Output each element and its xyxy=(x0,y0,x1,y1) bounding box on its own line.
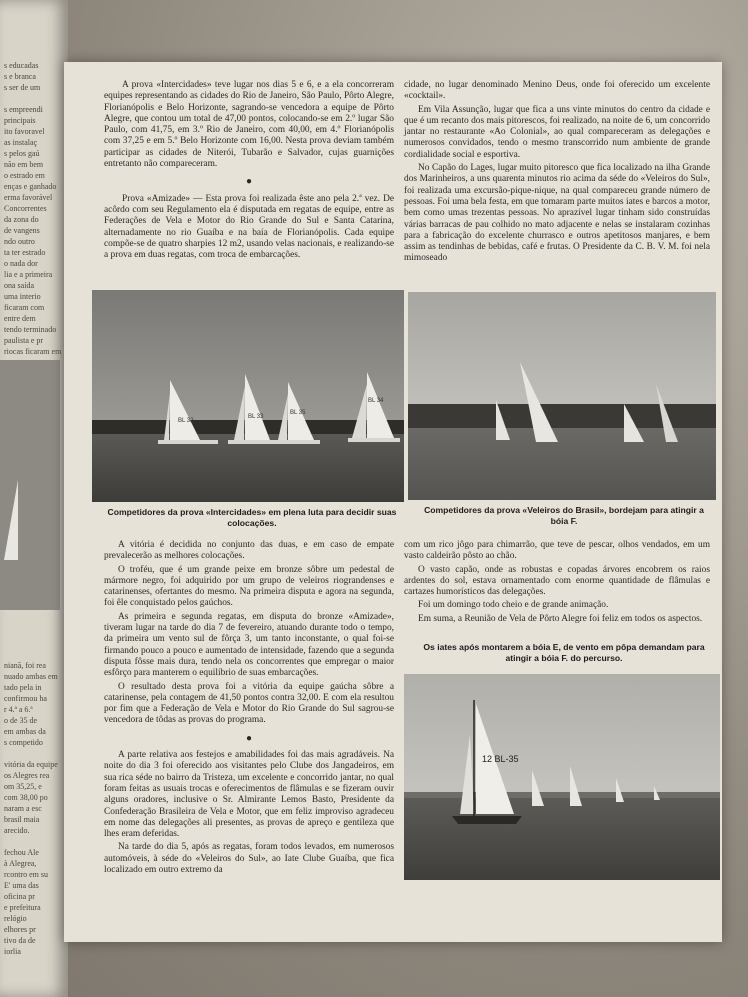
left-page-line: s ser de um xyxy=(4,83,41,92)
left-page-line: enças e ganhado xyxy=(4,182,57,191)
caption-photo-1: Competidores da prova «Intercidades» em plena luta para decidir suas colocações. xyxy=(107,507,397,528)
left-page-line: fechou Ale xyxy=(4,848,39,857)
section-bullet-2: ● xyxy=(245,732,253,744)
sailboat-distant-4 xyxy=(654,786,660,800)
left-page-line: da zona do xyxy=(4,215,39,224)
paragraph-regatas: As primeira e segunda regatas, em disputa do bronze «Amizade», tiveram lugar na tarde do dia 7 de fevereiro, atuando durante todo o tempo, da primeira um vento sul de fôrça 3, um tanto inconstante, o qual foi-se firmando pouco a pouco e aumentado de intensidade, fazendo que a segunda disputa fôsse mais dura, tendo nela os concorrentes que empregar o maior esfôrço para manterem o equilíbrio de suas embarcações. xyxy=(104,611,394,679)
sail-number-1: BL 32 xyxy=(178,418,194,424)
left-page-line: iorlia xyxy=(4,947,21,956)
left-page-line: rcontro em su xyxy=(4,870,48,879)
paragraph-tarde-dia-5: Na tarde do dia 5, após as regatas, foram todos levados, em numerosos automóveis, à séde do «Veleiros do Sul», ao Iate Clube Guaíba, que fica localizado em outro extremo da xyxy=(104,842,394,876)
left-page-line: confirmou ha xyxy=(4,694,47,703)
sailboat-distant-3 xyxy=(616,778,624,802)
left-page-line: em ambas da xyxy=(4,727,46,736)
left-page-line: o estrado em xyxy=(4,171,45,180)
paragraph-intercidades: A prova «Intercidades» teve lugar nos dias 5 e 6, e a ela concorreram equipes representando as cidades do Rio de Janeiro, São Paulo, Pôrto Alegre, Florianópolis e Belo Horizonte, sagrando-se vencedora a equipe de Pôrto Alegre, que contou um total de 47,00 pontos, colocando-se em 2.º lugar São Paulo, com 41,75, em 3.º Rio de Janeiro, com 40,00, em 4.º Florianópolis com 37,25 e em 5.º Belo Horizonte com 16,00. Nesta prova deviam também participar as cidades de Niterói, Tubarão e Salvador, cujas guarnições entretanto não compareceram. xyxy=(104,80,394,170)
column-left-top xyxy=(104,80,394,263)
left-page-line: o nada dor xyxy=(4,259,38,268)
left-page-line: com 38,00 po xyxy=(4,793,48,802)
left-page-line: erma favorável xyxy=(4,193,53,202)
sailboat-far-left xyxy=(496,400,510,440)
left-page-line: elhores pr xyxy=(4,925,36,934)
left-page-line: oficina pr xyxy=(4,892,35,901)
magazine-page xyxy=(64,62,722,942)
caption-photo-2: Competidores da prova «Veleiros do Brasil», bordejam para atingir a bóia F. xyxy=(424,505,704,526)
left-page-line: tado pela in xyxy=(4,683,42,692)
caption-photo-3: Os iates após montarem a bóia E, de vento em pôpa demandam para atingir a bóia F. do percurso. xyxy=(423,642,705,663)
left-page-line: om 35,25, e xyxy=(4,782,42,791)
paragraph-resultado: O resultado desta prova foi a vitória da equipe gaúcha sôbre a catarinense, pela contagem de 41,50 pontos contra 32,00. E com ela resultou por fim que a Federação de Vela e Motor do Rio Grande do Sul sagrou-se vencedora de tôdas as provas do programa. xyxy=(104,681,394,726)
left-page-line: ona saída xyxy=(4,281,34,290)
left-page-line: tendo terminado xyxy=(4,325,57,334)
left-page-line: vitória da equipe xyxy=(4,760,58,769)
sailboat-2 xyxy=(228,374,278,444)
left-page-line: Concorrentes xyxy=(4,204,47,213)
photo-veleiros-do-brasil xyxy=(408,292,716,500)
sail-number-3: BL 35 xyxy=(290,410,306,416)
left-page-line: s e branca xyxy=(4,72,36,81)
left-page-line: os Alegres rea xyxy=(4,771,50,780)
left-page-line: as instalaç xyxy=(4,138,38,147)
sailboat-heeling xyxy=(520,362,558,442)
paragraph-festejos: A parte relativa aos festejos e amabilidades foi das mais agradáveis. Na noite do dia 3 foi oferecido aos visitantes pelo Clube dos Jangadeiros, em sua rica séde no bairro da Tristeza, um excelente e concorrido jantar, no qual foram feitas as usuais trocas e oferecimentos de flâmulas e se fizeram ouvir alguns oradores, inclusive o Sr. Almirante Lemos Basto, Presidente da Confederação Brasileira de Vela e Motor, que em feliz improviso agradeceu em nome das delegações ali presentes, as provas de apreço e gentileza que lhes eram deferidas. xyxy=(104,750,394,840)
left-page-line: principais xyxy=(4,116,36,125)
sail-number-4: BL 34 xyxy=(368,398,384,404)
left-page-line: ta ter estrado xyxy=(4,248,46,257)
paragraph-em-suma: Em suma, a Reunião de Vela de Pôrto Alegre foi feliz em todos os aspectos. xyxy=(418,613,703,624)
left-page-line: entre dem xyxy=(4,314,36,323)
photo-boia-e xyxy=(404,674,720,880)
sailboat-4 xyxy=(348,372,400,442)
sail-number-2: BL 33 xyxy=(248,414,264,420)
sailboat-main xyxy=(452,700,522,824)
left-page-line: de vangens xyxy=(4,226,40,235)
left-page-line: o de 35 de xyxy=(4,716,38,725)
sailboat-distant-1 xyxy=(532,770,544,806)
left-page-line: ndo outro xyxy=(4,237,35,246)
sailboat-mid xyxy=(624,404,644,442)
left-page-line: s competido xyxy=(4,738,43,747)
paragraph-domingo: Foi um domingo todo cheio e de grande animação. xyxy=(418,600,609,611)
paragraph-trofeu: O troféu, que é um grande peixe em bronze sôbre um pedestal de mármore negro, foi adquirido por um grupo de veleiros riograndenses e catarinenses, ofertantes do mesmo. Na primeira disputa e agora na segunda, foi êle conquistado pelos gaúchos. xyxy=(104,564,394,609)
left-page-line: riocas ficaram em xyxy=(4,347,62,356)
photo-intercidades xyxy=(92,290,404,502)
sailboat-1 xyxy=(158,380,218,444)
left-page-line: brasil maia xyxy=(4,815,40,824)
left-page-line: nuado ambas em xyxy=(4,672,58,681)
paragraph-capao: O vasto capão, onde as robustas e copadas árvores encobrem os raios ardentes do sol, estava ornamentado com enorme quantidade de flâmulas e cartazes humorísticos das delegações. xyxy=(404,564,710,598)
left-page-line: paulista e pr xyxy=(4,336,44,345)
left-page-line: lia e a primeira xyxy=(4,270,53,279)
paragraph-vila-assuncao: Em Vila Assunção, lugar que fica a uns vinte minutos do centro da cidade e que é um recanto dos mais pitorescos, foi realizado, na noite de 6, um concorrido jantar no restaurante «Ao Colonial», ao qual compareceram as delegações e numerosos convidados, tendo o mesmo transcorrido num ambiente de grande cordialidade social e esportiva. xyxy=(404,104,710,160)
column-right-top xyxy=(404,80,710,267)
column-left-bottom xyxy=(104,540,394,878)
column-right-bottom xyxy=(404,540,710,627)
left-page-line: à Alegrea, xyxy=(4,859,37,868)
section-bullet: ● xyxy=(245,176,253,188)
left-page-photo xyxy=(0,360,60,610)
left-page-line: ito favoravel xyxy=(4,127,45,136)
paragraph-amizade: Prova «Amizade» — Esta prova foi realizada êste ano pela 2.ª vez. De acôrdo com seu Regulamento ela é disputada em regatas de equipe, entre as Federações de Vela e Motor do Rio Grande do Sul e Santa Catarina, alternadamente no rio Guaíba e na baía de Florianópolis. Cada equipe compõe-se de quatro sharpies 12 m2, usando velas nacionais, e realizando-se a prova em duas regatas, com troca de embarcações. xyxy=(104,193,394,261)
left-page-line: s educadas xyxy=(4,61,39,70)
left-page-line: e prefeitura xyxy=(4,903,41,912)
left-page-line: relógio xyxy=(4,914,27,923)
left-page-line: E' uma das xyxy=(4,881,39,890)
left-page-line: uma interio xyxy=(4,292,41,301)
left-page-line: nianã, foi rea xyxy=(4,661,46,670)
paragraph-menino-deus: cidade, no lugar denominado Menino Deus, onde foi oferecido um excelente «cocktail». xyxy=(404,80,710,102)
sailboat-right xyxy=(656,384,678,442)
sailboat-distant-2 xyxy=(570,766,582,806)
left-facing-page xyxy=(0,0,68,997)
left-page-line: naram a esc xyxy=(4,804,42,813)
left-page-line: s pelos gaú xyxy=(4,149,40,158)
left-page-line: s empreendi xyxy=(4,105,43,114)
left-page-line: ficaram com xyxy=(4,303,45,312)
paragraph-chimarrao: com um rico jôgo para chimarrão, que teve de pescar, olhos vendados, em um vasto caldeirão pôsto ao chão. xyxy=(404,540,710,562)
paragraph-vitoria: A vitória é decidida no conjunto das duas, e em caso de empate prevalecerão as melhores colocações. xyxy=(104,540,394,562)
sailboat-3 xyxy=(274,382,320,444)
left-page-line: r 4.ª a 6.ª xyxy=(4,705,33,714)
left-page-line: arecido. xyxy=(4,826,30,835)
sail-number-main: 12 BL-35 xyxy=(482,754,519,764)
left-page-line: não em bem xyxy=(4,160,44,169)
paragraph-capao-lages: No Capão do Lages, lugar muito pitoresco que fica localizado na ilha Grande dos Marinheiros, a uns quarenta minutos rio acima da séde do «Veleiros do Sul», foi realizada uma excursão-pique-nique, na qual compareceu grande número de pessoas. Foi uma bela festa, em que tomaram parte muitos iates e barcos a motor, bem como umas trezentas pessoas. No aprazível lugar tinham sido construídas várias barracas de pau colhido no mato adjacente e nelas se instalaram cozinhas para a fabricação do excelente churrasco e outros apetitosos manjares, e bem assim as tendinhas de bebidas, café e frutas. O Presidente da C. B. V. M. foi nela mimoseado xyxy=(404,163,710,264)
left-page-line: tivo da de xyxy=(4,936,36,945)
